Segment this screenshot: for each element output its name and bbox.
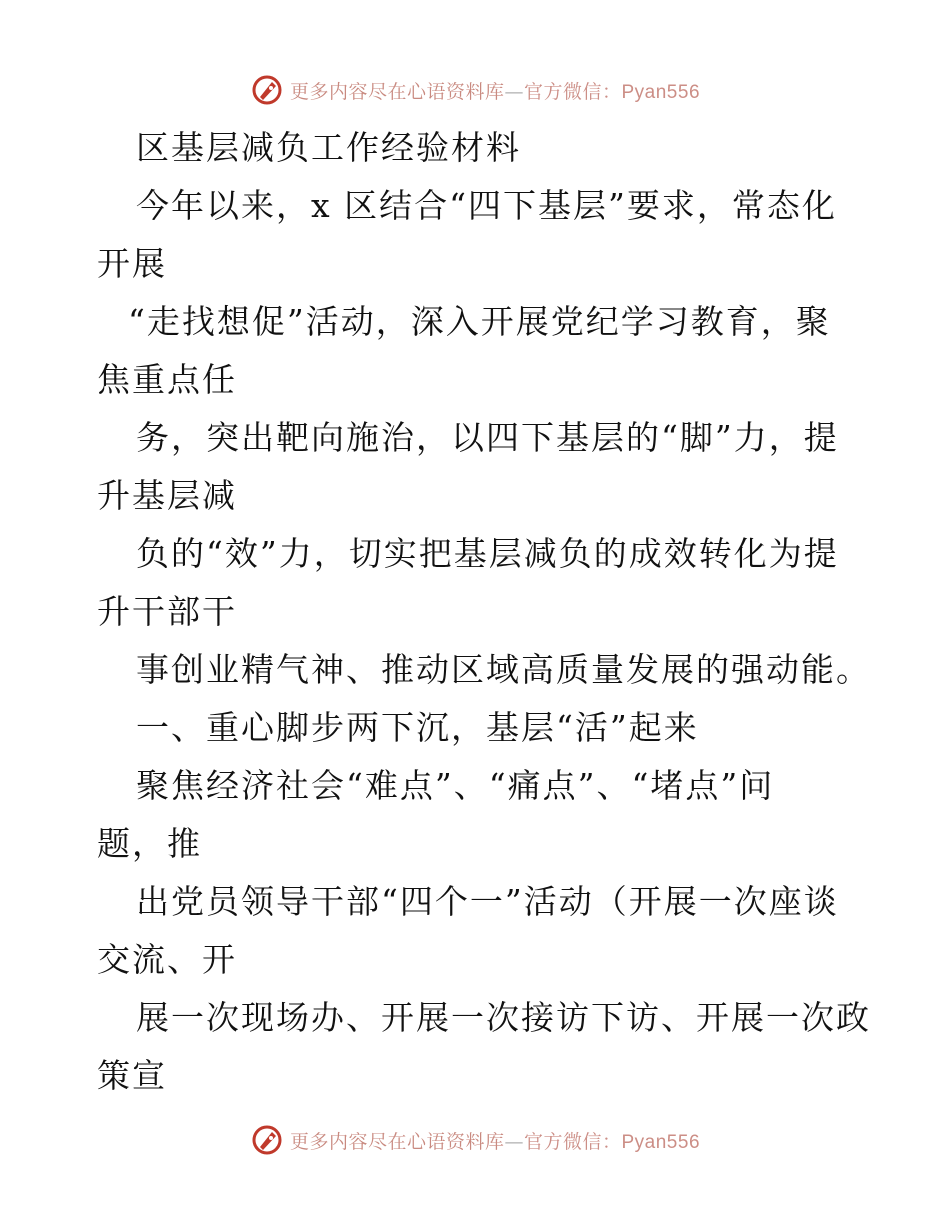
paragraph-line: 策宣 [97,1056,167,1095]
paragraph-line: 焦重点任 [97,360,237,399]
pen-nib-logo-icon [250,73,284,107]
paragraph-line: 聚焦经济社会“难点”、“痛点”、“堵点”问 [136,766,775,805]
paragraph-line: 题，推 [97,824,202,863]
paragraph-line: 升基层减 [97,476,237,515]
paragraph-line: 负的“效”力，切实把基层减负的成效转化为提 [136,534,839,573]
pen-nib-logo-icon [250,1123,284,1157]
paragraph-line: “走找想促”活动，深入开展党纪学习教育，聚 [128,302,831,341]
watermark-text: 更多内容尽在心语资料库—官方微信：Pyan556 [289,1130,701,1153]
paragraph-line: 出党员领导干部“四个一”活动（开展一次座谈 [136,882,839,921]
section-heading: 一、重心脚步两下沉，基层“活”起来 [136,708,699,747]
paragraph-line: 事创业精气神、推动区域高质量发展的强动能。 [136,650,871,689]
paragraph-line: 今年以来，x 区结合“四下基层”要求，常态化 [136,186,837,225]
document-title: 区基层减负工作经验材料 [136,128,521,167]
watermark-text: 更多内容尽在心语资料库—官方微信：Pyan556 [289,80,701,103]
paragraph-line: 升干部干 [97,592,237,631]
footer-watermark-banner [0,1120,950,1160]
paragraph-line: 交流、开 [97,940,237,979]
paragraph-line: 展一次现场办、开展一次接访下访、开展一次政 [136,998,871,1037]
paragraph-line: 务，突出靶向施治，以四下基层的“脚”力，提 [136,418,839,457]
header-watermark-banner [0,70,950,110]
paragraph-line: 开展 [97,244,167,283]
